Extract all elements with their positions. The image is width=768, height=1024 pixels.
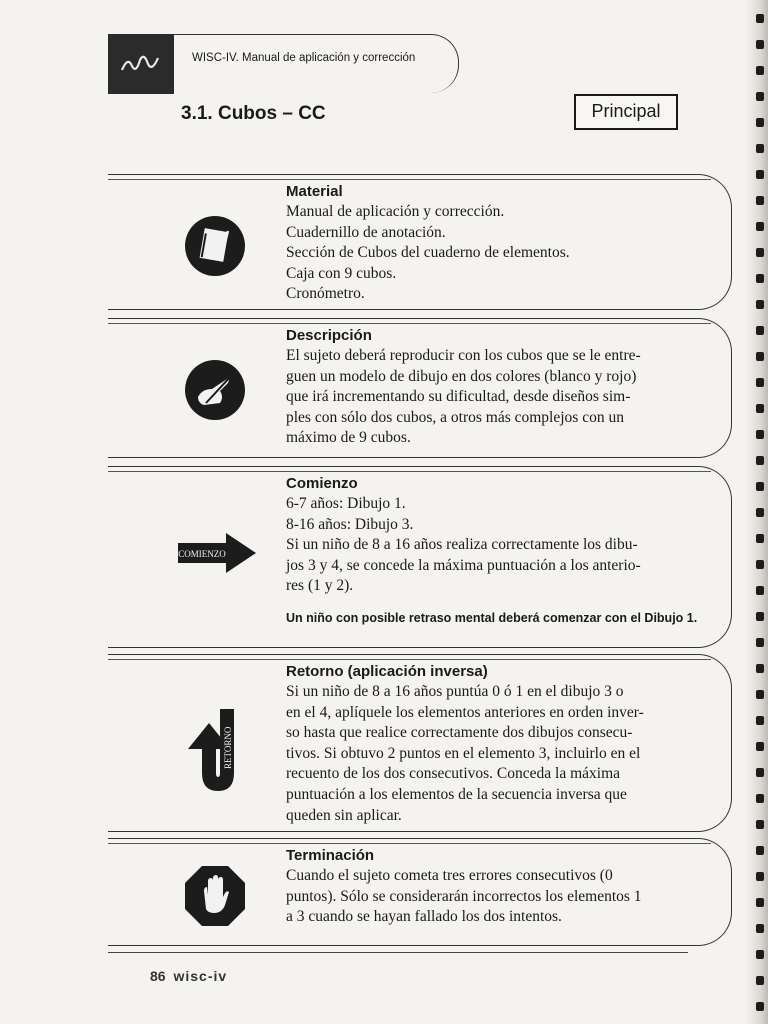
binding-ring (756, 430, 764, 439)
binding-ring (756, 196, 764, 205)
page-number: 86 (150, 968, 166, 984)
binding-ring (756, 664, 764, 673)
binding-ring (756, 768, 764, 777)
binding-ring (756, 846, 764, 855)
binding-ring (756, 378, 764, 387)
section-content (286, 847, 711, 928)
text-line: Si un niño de 8 a 16 años realiza correctamente los dibu- (286, 536, 638, 554)
divider (108, 471, 711, 472)
text-line: so hasta que realice correctamente dos dibujos consecu- (286, 724, 633, 742)
binding-ring (756, 560, 764, 569)
text-line: guen un modelo de dibujo en dos colores (blanco y rojo) (286, 367, 637, 385)
section-heading: Terminación (286, 847, 375, 864)
text-line: Cuadernillo de anotación. (286, 223, 446, 241)
binding-ring (756, 326, 764, 335)
chapter-logo-icon (118, 48, 164, 80)
text-line: puntuación a los elementos de la secuencia inversa que (286, 785, 627, 803)
binding-ring (756, 248, 764, 257)
section-material (108, 174, 732, 310)
binding-ring (756, 534, 764, 543)
page-footer (150, 968, 227, 984)
section-heading: Retorno (aplicación inversa) (286, 663, 488, 680)
comienzo-arrow-icon (178, 533, 258, 578)
principal-badge: Principal (574, 94, 678, 130)
text-line: tivos. Si obtuvo 2 puntos en el elemento 3, incluirlo en el (286, 744, 641, 762)
binding-ring (756, 456, 764, 465)
binding-ring (756, 482, 764, 491)
binding-ring (756, 690, 764, 699)
text-line: queden sin aplicar. (286, 806, 402, 824)
binding-ring (756, 508, 764, 517)
binding-ring (756, 820, 764, 829)
section-heading: Comienzo (286, 475, 358, 492)
divider (108, 659, 711, 660)
binding-ring (756, 144, 764, 153)
footer-logo: wisc-iv (173, 968, 228, 984)
text-line: Manual de aplicación y corrección. (286, 203, 505, 220)
section-comienzo (108, 466, 732, 648)
binding-ring (756, 1002, 764, 1011)
binding-ring (756, 66, 764, 75)
text-line: Cuando el sujeto cometa tres errores consecutivos (0 (286, 867, 613, 884)
section-content (286, 663, 711, 826)
binding-ring (756, 404, 764, 413)
text-line: El sujeto deberá reproducir con los cubos que se le entre- (286, 347, 641, 364)
retraso-note: Un niño con posible retraso mental deberá comenzar con el Dibujo 1. (286, 610, 698, 625)
section-retorno (108, 654, 732, 832)
stop-hand-icon (184, 865, 246, 932)
binding-ring (756, 222, 764, 231)
section-content (286, 327, 711, 449)
section-heading: Material (286, 183, 343, 200)
text-line: Sección de Cubos del cuaderno de elementos. (286, 244, 570, 262)
text-line: jos 3 y 4, se concede la máxima puntuación a los anterio- (286, 556, 641, 574)
binding-ring (756, 950, 764, 959)
binding-ring (756, 898, 764, 907)
divider (108, 843, 711, 844)
binding-ring (756, 352, 764, 361)
text-line: Si un niño de 8 a 16 años puntúa 0 ó 1 en el dibujo 3 o (286, 683, 624, 700)
retorno-arrow-icon (188, 707, 244, 798)
binding-ring (756, 612, 764, 621)
text-line: Cronómetro. (286, 285, 365, 303)
section-content (286, 183, 711, 305)
retorno-label: RETORNO (223, 726, 233, 769)
binding-ring (756, 794, 764, 803)
binding-ring (756, 872, 764, 881)
section-heading: Descripción (286, 327, 372, 344)
text-line: a 3 cuando se hayan fallado los dos intentos. (286, 908, 562, 926)
binding-ring (756, 118, 764, 127)
binding-ring (756, 300, 764, 309)
binding-ring (756, 638, 764, 647)
text-line: máximo de 9 cubos. (286, 429, 411, 447)
text-line: res (1 y 2). (286, 577, 354, 595)
binding-ring (756, 716, 764, 725)
section-descripcion (108, 318, 732, 458)
comienzo-label: COMIENZO (178, 549, 226, 559)
binding-ring (756, 92, 764, 101)
text-line: 8-16 años: Dibujo 3. (286, 515, 414, 533)
text-line: ples con sólo dos cubos, a otros más complejos con un (286, 408, 624, 426)
writing-hand-icon (184, 359, 246, 426)
divider (108, 323, 711, 324)
binding-ring (756, 14, 764, 23)
text-line: recuento de los dos consecutivos. Conceda la máxima (286, 765, 621, 783)
binding-ring (756, 976, 764, 985)
binding-ring (756, 742, 764, 751)
binding-ring (756, 586, 764, 595)
text-line: Caja con 9 cubos. (286, 264, 397, 282)
section-terminacion (108, 838, 732, 946)
footer-divider (108, 952, 688, 953)
running-head: WISC-IV. Manual de aplicación y corrección (192, 52, 416, 64)
chapter-logo (108, 34, 174, 94)
text-line: en el 4, aplíquele los elementos anteriores en orden inver- (286, 703, 644, 721)
divider (108, 179, 711, 180)
binding-ring (756, 274, 764, 283)
binding-ring (756, 170, 764, 179)
text-line: 6-7 años: Dibujo 1. (286, 495, 406, 512)
notebook-icon (184, 215, 246, 282)
binding-ring (756, 924, 764, 933)
binding-ring (756, 40, 764, 49)
page-title: 3.1. Cubos – CC (181, 103, 326, 124)
section-content (286, 475, 711, 625)
text-line: puntos). Sólo se considerarán incorrectos los elementos 1 (286, 887, 642, 905)
text-line: que irá incrementando su dificultad, desde diseños sim- (286, 388, 631, 406)
